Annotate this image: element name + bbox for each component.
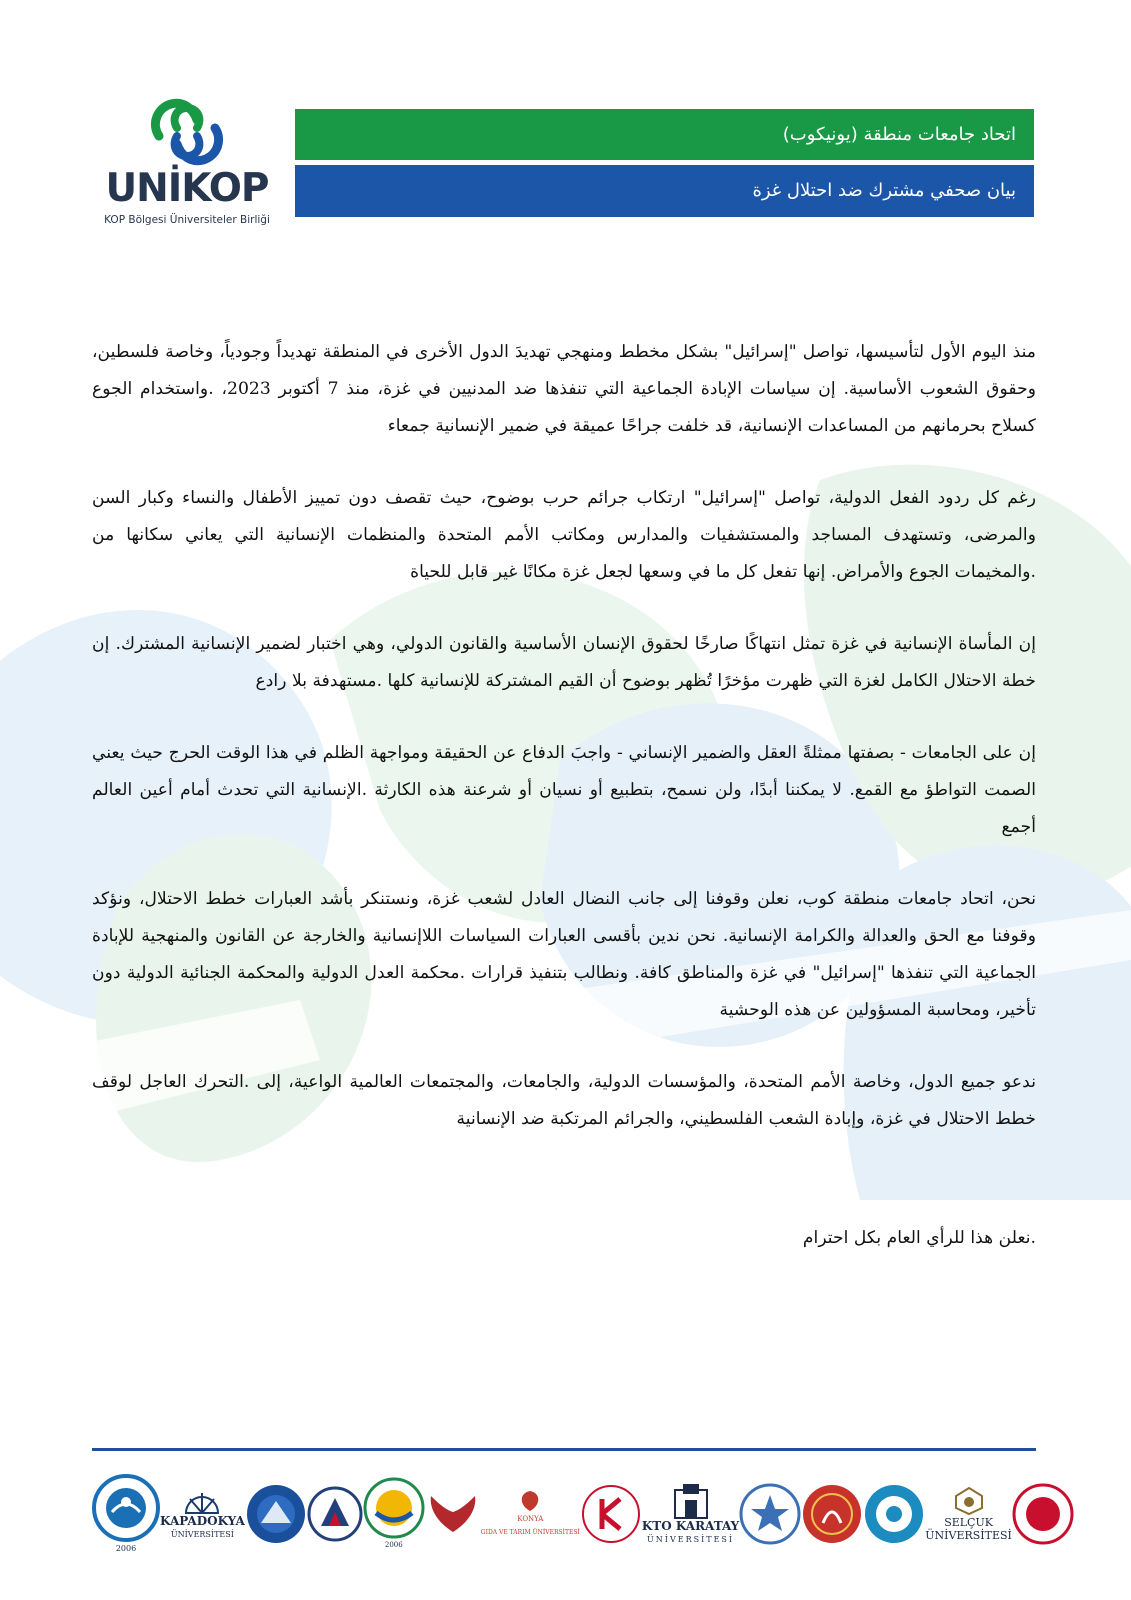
header-subtitle-bar (295, 165, 1034, 217)
aksaray-university-logo (92, 1474, 160, 1555)
university-logo-14 (1012, 1483, 1074, 1545)
paragraph-3: إن المأساة الإنسانية في غزة تمثل انتهاكًا صارخًا لحقوق الإنسان الأساسية والقانون الدولي، وهي اختبار لضمير الإنسانية المشترك. إن خطة الاحتلال الكامل لغزة التي ظهرت مؤخرًا تُظهر بوضوح أن القيم المشتركة للإنسانية كلها .مستهدفة بلا رادع (92, 634, 1036, 691)
unikop-logo (92, 96, 282, 236)
paragraph-5: نحن، اتحاد جامعات منطقة كوب، نعلن وقوفنا إلى جانب النضال العادل لشعب غزة، ونستنكر بأشد العبارات خطط الاحتلال، ونؤكد وقوفنا مع الحق والعدالة والكرامة الإنسانية. نحن ندين بأقسى العبارات السياسات اللاإنسانية والخارجة عن القانون والمنهجية للإبادة الجماعية التي تنفذها "إسرائيل" في غزة والمناطق كافة. ونطالب بتنفيذ قرارات .محكمة العدل الدولية والمحكمة الجنائية الدولية دون تأخير، ومحاسبة المسؤولين عن هذه الوحشية (92, 889, 1036, 1020)
red-wings-icon (425, 1492, 481, 1536)
closing-line: .نعلن هذا للرأي العام بكل احترام (802, 1228, 1036, 1248)
karamanoglu-year: 2006 (384, 1540, 403, 1549)
paragraph-2: رغم كل ردود الفعل الدولية، تواصل "إسرائيل" ارتكاب جرائم حرب بوضوح، حيث تقصف دون تمييز الأطفال والنساء وكبار السن والمرضى، وتستهدف المساجد والمستشفيات والمدارس ومكاتب الأمم المتحدة والمنظمات الإنسانية التي يعاني سكانها من .والمخيمات الجوع والأمراض. إنها تفعل كل ما في وسعها لجعل غزة مكانًا غير قابل للحياة (92, 488, 1036, 582)
nigde-university-logo (307, 1486, 363, 1542)
necmettin-erbakan-university-logo (739, 1483, 801, 1545)
selcuk-crest-icon (952, 1486, 986, 1516)
header-title: اتحاد جامعات منطقة (يونيكوب) (782, 124, 1016, 145)
kapadokya-sub: ÜNİVERSİTESİ (170, 1530, 234, 1539)
konya-teknik-seal-icon (580, 1483, 642, 1545)
kapadokya-sun-icon (182, 1487, 222, 1515)
konya-gida-name: KONYA (517, 1515, 544, 1523)
kapadokya-name: KAPADOKYA (160, 1514, 245, 1528)
footer-university-logos (92, 1474, 1036, 1554)
konya-gida-tarim-university-logo (481, 1489, 580, 1539)
selcuk-name: SELÇUK (944, 1516, 993, 1529)
konya-gida-sub: GIDA VE TARIM ÜNİVERSİTESİ (480, 1529, 580, 1536)
karamanoglu-seal-icon (363, 1477, 425, 1539)
ahi-evran-university-logo (801, 1483, 863, 1545)
paragraph-4: إن على الجامعات - بصفتها ممثلةً العقل والضمير الإنساني - واجبَ الدفاع عن الحقيقة ومواجهة الظلم في هذا الوقت الحرج حيث يعني الصمت التواطؤ مع القمع. لا يمكننا أبدًا، ولن نسمح، بتطبيع أو نسيان أو شرعنة هذه الكارثة .الإنسانية التي تحدث أمام أعين العالم أجمع (92, 743, 1036, 837)
header-title-bar (295, 109, 1034, 160)
unikop-subtitle: KOP Bölgesi Üniversiteler Birliği (104, 214, 270, 226)
ahi-evran-seal-icon (801, 1483, 863, 1545)
university-logo-6 (425, 1492, 481, 1536)
blue-seal-icon (863, 1483, 925, 1545)
red-seal-icon (1012, 1483, 1074, 1545)
necmettin-erbakan-seal-icon (739, 1483, 801, 1545)
kto-karatay-name: KTO KARATAY (641, 1519, 740, 1533)
statement-body (92, 334, 1036, 1292)
aksaray-year: 2006 (115, 1543, 137, 1553)
nigde-seal-icon (307, 1486, 363, 1542)
konya-gida-leaf-icon (517, 1489, 543, 1513)
aksaray-seal-icon (92, 1474, 160, 1542)
footer-divider (92, 1448, 1036, 1451)
kto-karatay-building-icon (669, 1482, 713, 1520)
unikop-wordmark: UNİKOP (105, 166, 269, 211)
header-subtitle: بيان صحفي مشترك ضد احتلال غزة (752, 180, 1016, 201)
kapadokya-university-logo (160, 1487, 245, 1541)
nevsehir-seal-icon (245, 1483, 307, 1545)
kto-karatay-sub: ÜNİVERSİTESİ (647, 1535, 735, 1544)
paragraph-1: منذ اليوم الأول لتأسيسها، تواصل "إسرائيل" بشكل مخطط ومنهجي تهديدَ الدول الأخرى في المنطقة تهديداً وجودياً، وخاصة فلسطين، وحقوق الشعوب الأساسية. إن سياسات الإبادة الجماعية التي تنفذها ضد المدنيين في غزة، منذ 7 أكتوبر 2023، .واستخدام الجوع كسلاح بحرمانهم من المساعدات الإنسانية، قد خلفت جراحًا عميقة في ضمير الإنسانية جمعاء (92, 342, 1037, 436)
nevsehir-university-logo (245, 1483, 307, 1545)
paragraph-6: ندعو جميع الدول، وخاصة الأمم المتحدة، والمؤسسات الدولية، والجامعات، والمجتمعات العالمية الواعية، إلى .التحرك العاجل لوقف خطط الاحتلال في غزة، وإبادة الشعب الفلسطيني، والجرائم المرتكبة ضد الإنسانية (92, 1072, 1036, 1129)
selcuk-sub: ÜNİVERSİTESİ (925, 1529, 1012, 1542)
karamanoglu-university-logo (363, 1477, 425, 1552)
kto-karatay-university-logo (642, 1482, 739, 1546)
unikop-logo-mark-icon (147, 96, 227, 168)
selcuk-university-logo (925, 1486, 1012, 1542)
university-logo-12 (863, 1483, 925, 1545)
konya-teknik-university-logo (580, 1483, 642, 1545)
